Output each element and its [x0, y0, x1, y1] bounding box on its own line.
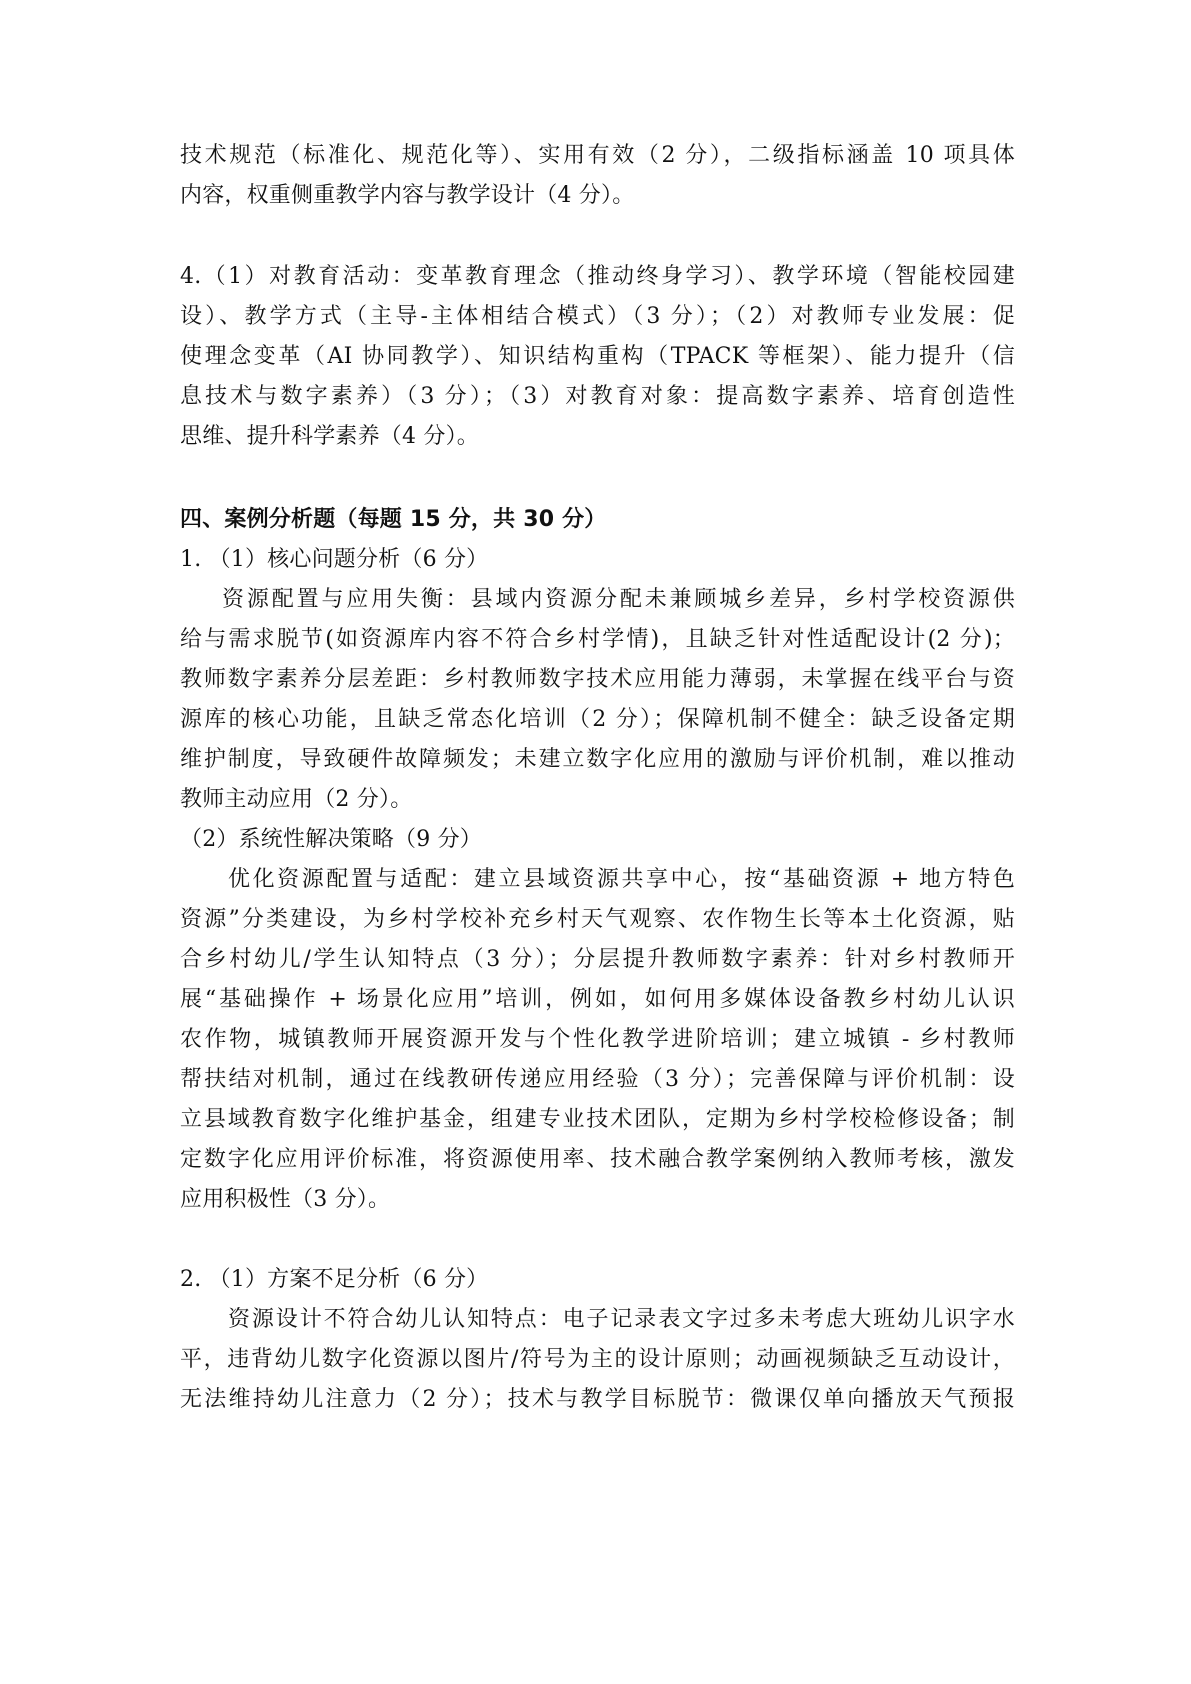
paragraph-line: 给与需求脱节(如资源库内容不符合乡村学情)，且缺乏针对性适配设计(2 分)； [180, 627, 1015, 652]
paragraph-line: 内容，权重侧重教学内容与教学设计（4 分）。 [180, 183, 635, 208]
section-heading: 四、案例分析题（每题 15 分，共 30 分） [180, 507, 607, 532]
paragraph-line: 设）、教学方式（主导-主体相结合模式）（3 分）；（2）对教师专业发展：促 [180, 304, 1015, 329]
question-subtitle: （2）系统性解决策略（9 分） [180, 827, 482, 852]
paragraph-line: 4.（1）对教育活动：变革教育理念（推动终身学习）、教学环境（智能校园建 [180, 264, 1015, 289]
paragraph-line: 资源设计不符合幼儿认知特点：电子记录表文字过多未考虑大班幼儿识字水 [228, 1307, 1015, 1332]
paragraph-line: 使理念变革（AI 协同教学）、知识结构重构（TPACK 等框架）、能力提升（信 [180, 344, 1015, 369]
paragraph-line: 息技术与数字素养）（3 分）；（3）对教育对象：提高数字素养、培育创造性 [180, 384, 1015, 409]
paragraph-line: 教师主动应用（2 分）。 [180, 787, 413, 812]
paragraph-line: 优化资源配置与适配：建立县域资源共享中心，按“基础资源 + 地方特色 [228, 867, 1015, 892]
paragraph-line: 立县域教育数字化维护基金，组建专业技术团队，定期为乡村学校检修设备；制 [180, 1107, 1015, 1132]
paragraph-line: 资源”分类建设，为乡村学校补充乡村天气观察、农作物生长等本土化资源，贴 [180, 907, 1015, 932]
question-subtitle: 2. （1）方案不足分析（6 分） [180, 1267, 489, 1292]
paragraph-line: 思维、提升科学素养（4 分）。 [180, 424, 479, 449]
paragraph-line: 技术规范（标准化、规范化等）、实用有效（2 分），二级指标涵盖 10 项具体 [180, 143, 1015, 168]
paragraph-line: 展“基础操作 + 场景化应用”培训，例如，如何用多媒体设备教乡村幼儿认识 [180, 987, 1015, 1012]
paragraph-line: 农作物，城镇教师开展资源开发与个性化教学进阶培训；建立城镇 - 乡村教师 [180, 1027, 1015, 1052]
paragraph-line: 定数字化应用评价标准，将资源使用率、技术融合教学案例纳入教师考核，激发 [180, 1147, 1015, 1172]
paragraph-line: 平，违背幼儿数字化资源以图片/符号为主的设计原则；动画视频缺乏互动设计， [180, 1347, 1015, 1372]
paragraph-line: 无法维持幼儿注意力（2 分）；技术与教学目标脱节：微课仅单向播放天气预报 [180, 1387, 1015, 1412]
paragraph-line: 资源配置与应用失衡：县域内资源分配未兼顾城乡差异，乡村学校资源供 [222, 587, 1015, 612]
paragraph-line: 源库的核心功能，且缺乏常态化培训（2 分）；保障机制不健全：缺乏设备定期 [180, 707, 1015, 732]
paragraph-line: 教师数字素养分层差距：乡村教师数字技术应用能力薄弱，未掌握在线平台与资 [180, 667, 1015, 692]
paragraph-line: 应用积极性（3 分）。 [180, 1187, 391, 1212]
question-subtitle: 1. （1）核心问题分析（6 分） [180, 547, 489, 572]
paragraph-line: 维护制度，导致硬件故障频发；未建立数字化应用的激励与评价机制，难以推动 [180, 747, 1015, 772]
paragraph-line: 帮扶结对机制，通过在线教研传递应用经验（3 分）；完善保障与评价机制：设 [180, 1067, 1015, 1092]
paragraph-line: 合乡村幼儿/学生认知特点（3 分）；分层提升教师数字素养：针对乡村教师开 [180, 947, 1015, 972]
